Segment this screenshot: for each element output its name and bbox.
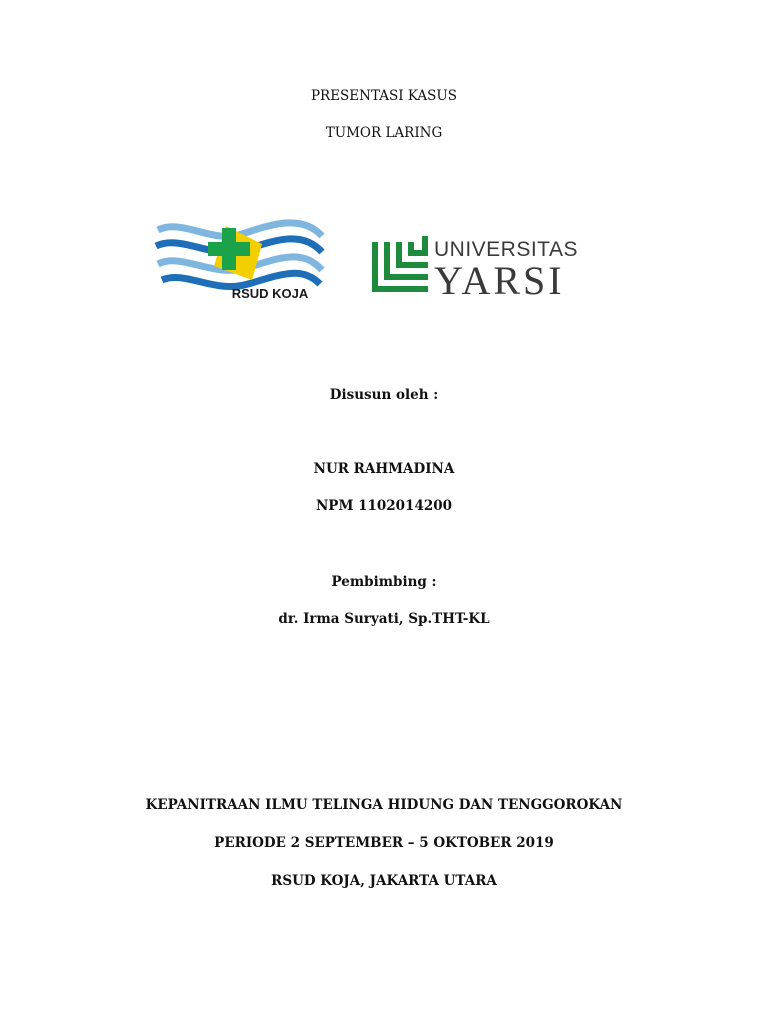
universitas-yarsi-logo (368, 232, 580, 298)
footer-kepanitraan: KEPANITRAAN ILMU TELINGA HIDUNG DAN TENGGOROKAN (145, 797, 623, 813)
footer-location: RSUD KOJA, JAKARTA UTARA (271, 873, 497, 889)
author-label: Disusun oleh : (329, 387, 439, 403)
title-presentasi-kasus: PRESENTASI KASUS (310, 88, 458, 104)
supervisor-name: dr. Irma Suryati, Sp.THT-KL (278, 611, 490, 627)
rsud-koja-logo-text: RSUD KOJA (231, 286, 309, 301)
author-name: NUR RAHMADINA (313, 461, 455, 477)
title-tumor-laring: TUMOR LARING (325, 125, 443, 141)
yarsi-emblem-icon (372, 236, 428, 292)
footer-periode: PERIODE 2 SEPTEMBER – 5 OKTOBER 2019 (214, 835, 554, 851)
yarsi-logo-line1: UNIVERSITAS (434, 238, 578, 261)
author-npm: NPM 1102014200 (315, 498, 453, 514)
rsud-koja-logo (152, 214, 328, 306)
yarsi-logo-line2: YARSI (434, 258, 565, 298)
supervisor-label: Pembimbing : (331, 574, 437, 590)
